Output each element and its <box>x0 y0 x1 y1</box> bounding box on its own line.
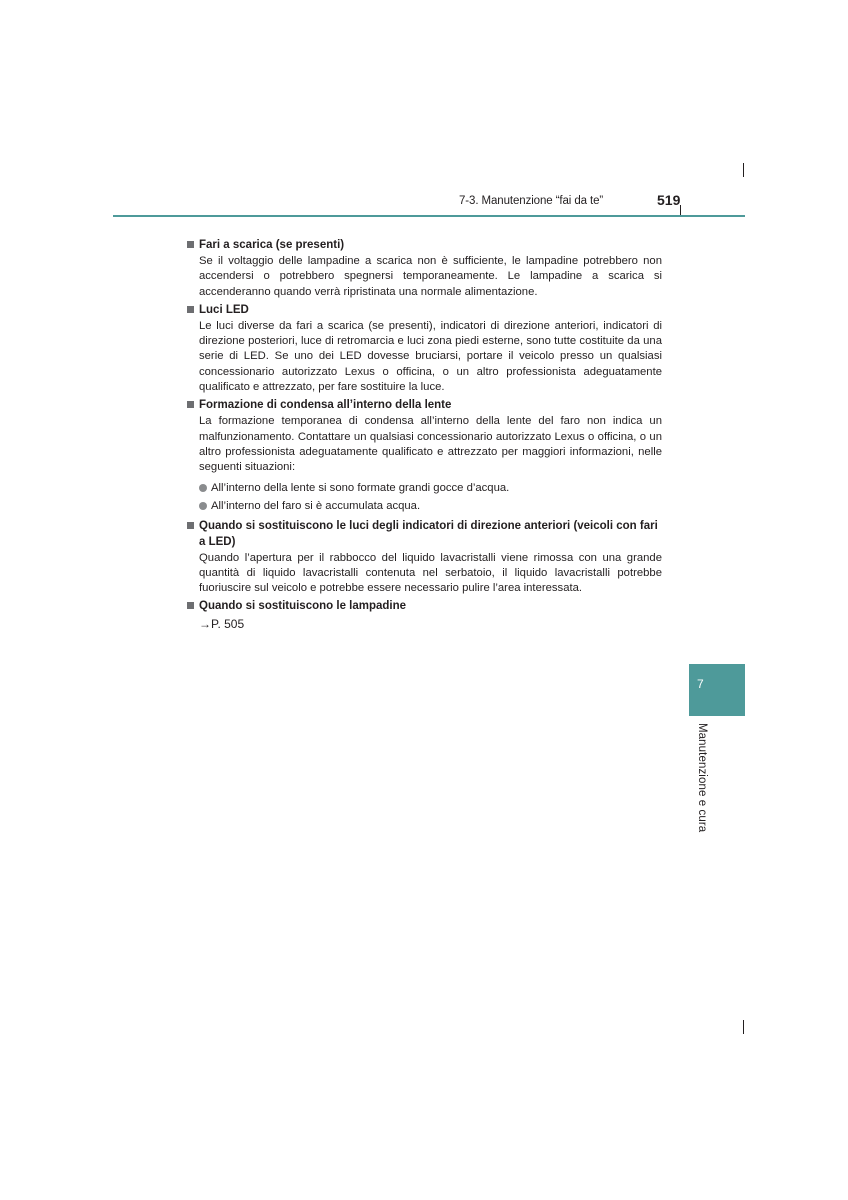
section-title <box>187 397 662 413</box>
page-reference-link[interactable]: →P. 505 <box>199 617 245 632</box>
section-body: Quando l’apertura per il rabbocco del liquido lavacristalli viene rimossa con una grande quantità di liquido lavacristalli contenuta nel serbatoio, il liquido lavacristalli potrebbe fuoriuscire sul veicolo e potrebbe essere necessario pulire l’area interessata. <box>199 551 662 595</box>
section-title-text: Formazione di condensa all’interno della lente <box>199 399 452 412</box>
square-bullet-icon <box>187 522 194 529</box>
list-item-text: All’interno del faro si è accumulata acqua. <box>211 500 421 513</box>
square-bullet-icon <box>187 241 194 248</box>
section-front-turn-signals <box>187 518 662 597</box>
section-title-text: Quando si sostituiscono le lampadine <box>199 600 407 613</box>
section-title-text: Quando si sostituiscono le luci degli indicatori di direzione anteriori (veicoli con fari a LED) <box>199 519 658 548</box>
section-title <box>187 518 662 550</box>
section-body: Se il voltaggio delle lampadine a scarica non è sufficiente, le lampadine potrebbero non accendersi o potrebbero spegnersi temporaneamente. Le lampadine a scarica si accenderanno quando verrà ripristinata una normale alimentazione. <box>199 255 662 298</box>
section-header: 7-3. Manutenzione “fai da te” <box>459 195 604 207</box>
square-bullet-icon <box>187 306 194 313</box>
list-item-text: All’interno della lente si sono formate grandi gocce d’acqua. <box>211 481 510 494</box>
square-bullet-icon <box>187 401 194 408</box>
section-lens-condensation <box>187 397 662 515</box>
crop-mark-bottom <box>743 1020 744 1034</box>
section-title-text: Fari a scarica (se presenti) <box>199 239 345 251</box>
chapter-number: 7 <box>697 677 704 691</box>
section-discharge-headlights <box>187 237 662 300</box>
section-title <box>187 237 662 253</box>
header-divider-tick <box>680 205 681 215</box>
chapter-label: Manutenzione e cura <box>696 723 708 833</box>
circle-bullet-icon <box>199 484 207 492</box>
section-body: Le luci diverse da fari a scarica (se presenti), indicatori di direzione anteriori, indicatori di direzione posteriori, luce di retromarcia e luci zona piedi esterne, sono tutte costituite da una serie di LED. Se uno dei LED dovesse bruciarsi, portare il veicolo presso un qualsiasi concessionario autorizzato Lexus o officina, o un altro professionista adeguatamente qualificato e attrezzato, per fare sostituire la luce. <box>199 319 662 394</box>
chapter-tab <box>689 664 745 716</box>
section-body: La formazione temporanea di condensa all’interno della lente del faro non indica un malfunzionamento. Contattare un qualsiasi concessionario autorizzato Lexus o officina, o un altro professionista adeguatamente qualificato e attrezzato per maggiori informazioni, nelle seguenti situazioni: <box>199 415 662 474</box>
header-rule <box>113 215 745 217</box>
bullet-list <box>187 479 662 516</box>
circle-bullet-icon <box>199 502 207 510</box>
crop-mark-top <box>743 163 744 177</box>
section-title <box>187 302 662 318</box>
page-number: 519 <box>657 192 681 208</box>
page-content <box>187 237 662 635</box>
section-replacing-bulbs <box>187 598 662 633</box>
square-bullet-icon <box>187 602 194 609</box>
list-item <box>199 497 662 516</box>
section-title-text: Luci LED <box>199 303 249 316</box>
section-title <box>187 598 662 614</box>
list-item <box>199 479 662 498</box>
section-led-lights <box>187 302 662 395</box>
